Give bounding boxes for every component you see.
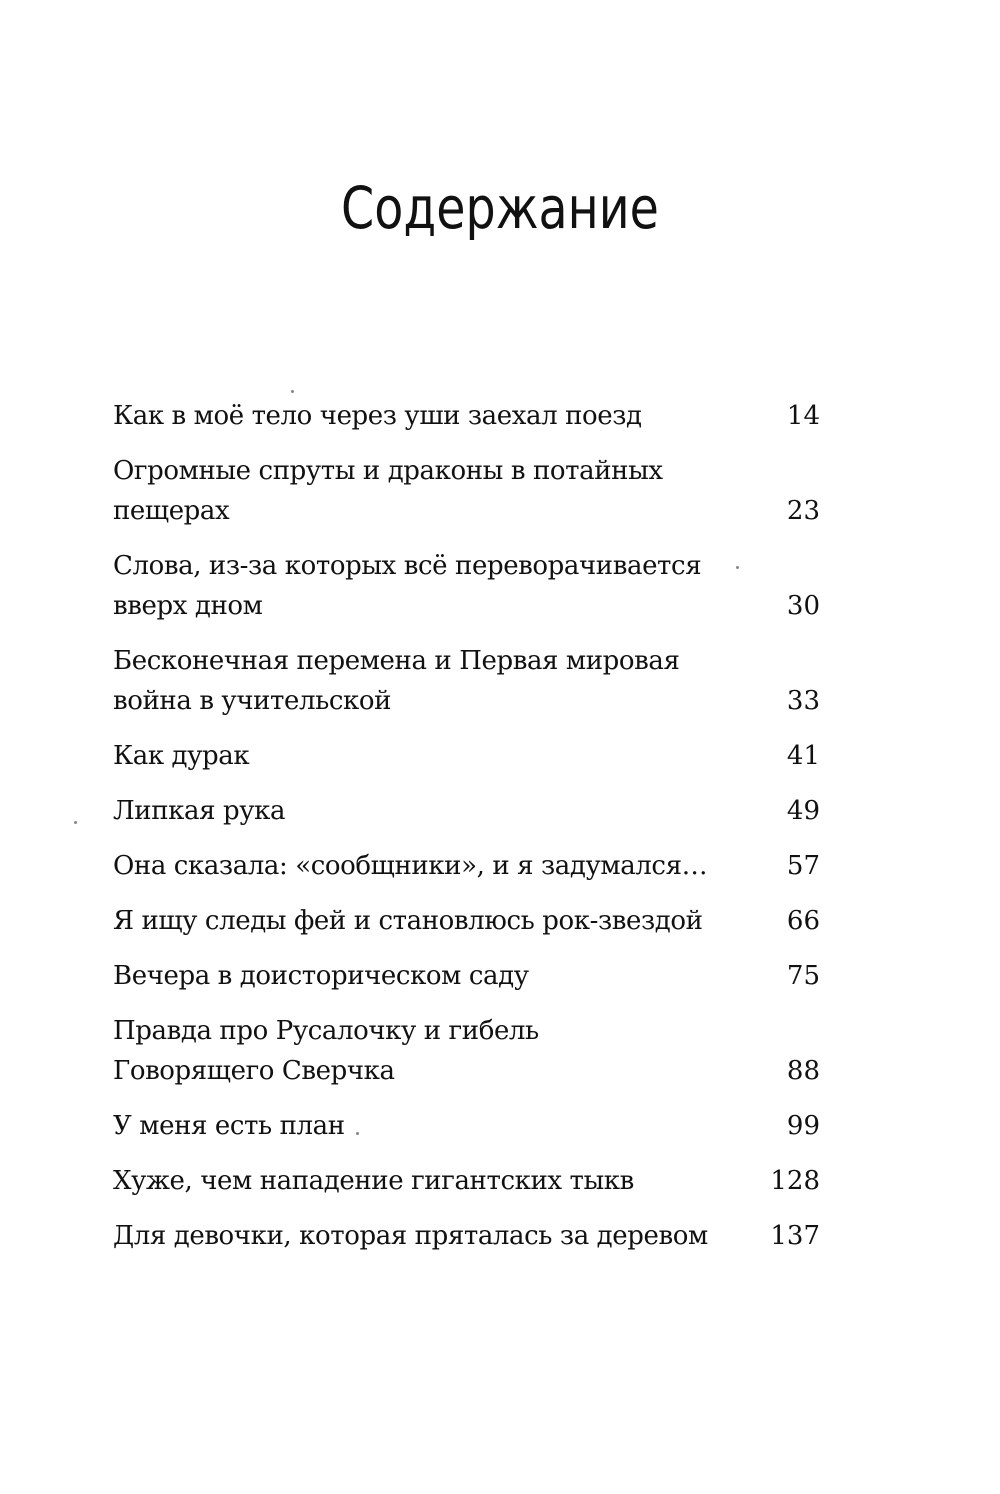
- toc-entry-title: [113, 546, 701, 626]
- toc-entry-title-line: Как дурак: [113, 741, 250, 771]
- toc-entry-title: [113, 791, 285, 831]
- toc-entry-title: [113, 1106, 345, 1146]
- toc-entry-page-number: 99: [786, 1111, 820, 1141]
- toc-entry-title-line: Бесконечная перемена и Первая мировая: [113, 646, 680, 676]
- toc-entry[interactable]: [113, 1106, 820, 1146]
- toc-entry[interactable]: [113, 736, 820, 776]
- toc-entry-title: [113, 1161, 634, 1201]
- toc-entry-page-number: 14: [786, 401, 820, 431]
- toc-entry-title-line: Вечера в доисторическом саду: [113, 961, 529, 991]
- toc-entry[interactable]: [113, 451, 820, 531]
- toc-entry[interactable]: [113, 641, 820, 721]
- toc-entry-page-number: 33: [786, 686, 820, 716]
- toc-entry-title-line: У меня есть план: [113, 1111, 345, 1141]
- toc-entry[interactable]: [113, 546, 820, 626]
- scan-speck: [291, 390, 294, 393]
- toc-entry-title-line: Говорящего Сверчка: [113, 1056, 395, 1086]
- table-of-contents: [113, 396, 820, 1271]
- toc-entry[interactable]: [113, 901, 820, 941]
- toc-entry-title: [113, 396, 642, 436]
- toc-entry-title: [113, 641, 680, 721]
- toc-entry-page-number: 49: [786, 796, 820, 826]
- toc-entry-title: [113, 846, 707, 886]
- toc-entry-title: [113, 1216, 708, 1256]
- page-title: Содержание: [341, 174, 659, 242]
- scan-speck: [736, 566, 739, 569]
- toc-entry-title: [113, 956, 529, 996]
- toc-entry-page-number: 128: [770, 1166, 820, 1196]
- toc-entry[interactable]: [113, 1161, 820, 1201]
- toc-entry-page-number: 23: [786, 496, 820, 526]
- toc-entry-title-line: Липкая рука: [113, 796, 286, 826]
- toc-entry-title-line: Слова, из-за которых всё переворачивается: [113, 551, 702, 581]
- toc-entry-title: [113, 736, 249, 776]
- toc-entry-title-line: Для девочки, которая пряталась за деревом: [113, 1221, 708, 1251]
- toc-entry[interactable]: [113, 1011, 820, 1091]
- toc-entry-page-number: 137: [770, 1221, 820, 1251]
- toc-entry[interactable]: [113, 791, 820, 831]
- toc-entry-title-line: Правда про Русалочку и гибель: [113, 1016, 539, 1046]
- toc-entry-title-line: Я ищу следы фей и становлюсь рок-звездой: [113, 906, 703, 936]
- toc-entry-title: [113, 451, 663, 531]
- scan-speck: [74, 821, 77, 824]
- toc-entry-title-line: вверх дном: [113, 591, 263, 621]
- toc-entry[interactable]: [113, 956, 820, 996]
- toc-entry-title-line: пещерах: [113, 496, 230, 526]
- toc-entry[interactable]: [113, 846, 820, 886]
- toc-entry-title: [113, 1011, 539, 1091]
- toc-entry-page-number: 57: [786, 851, 820, 881]
- toc-entry-title-line: Она сказала: «сообщники», и я задумался…: [113, 851, 708, 881]
- toc-entry[interactable]: [113, 396, 820, 436]
- toc-entry-title-line: война в учительской: [113, 686, 392, 716]
- toc-entry-page-number: 66: [786, 906, 820, 936]
- toc-entry-page-number: 41: [786, 741, 820, 771]
- toc-entry-title-line: Как в моё тело через уши заехал поезд: [113, 401, 642, 431]
- scan-speck: [356, 1132, 359, 1135]
- toc-entry-page-number: 75: [786, 961, 820, 991]
- toc-entry-page-number: 88: [786, 1056, 820, 1086]
- toc-entry-title: [113, 901, 703, 941]
- toc-entry[interactable]: [113, 1216, 820, 1256]
- toc-entry-title-line: Огромные спруты и драконы в потайных: [113, 456, 663, 486]
- toc-entry-page-number: 30: [786, 591, 820, 621]
- toc-entry-title-line: Хуже, чем нападение гигантских тыкв: [113, 1166, 634, 1196]
